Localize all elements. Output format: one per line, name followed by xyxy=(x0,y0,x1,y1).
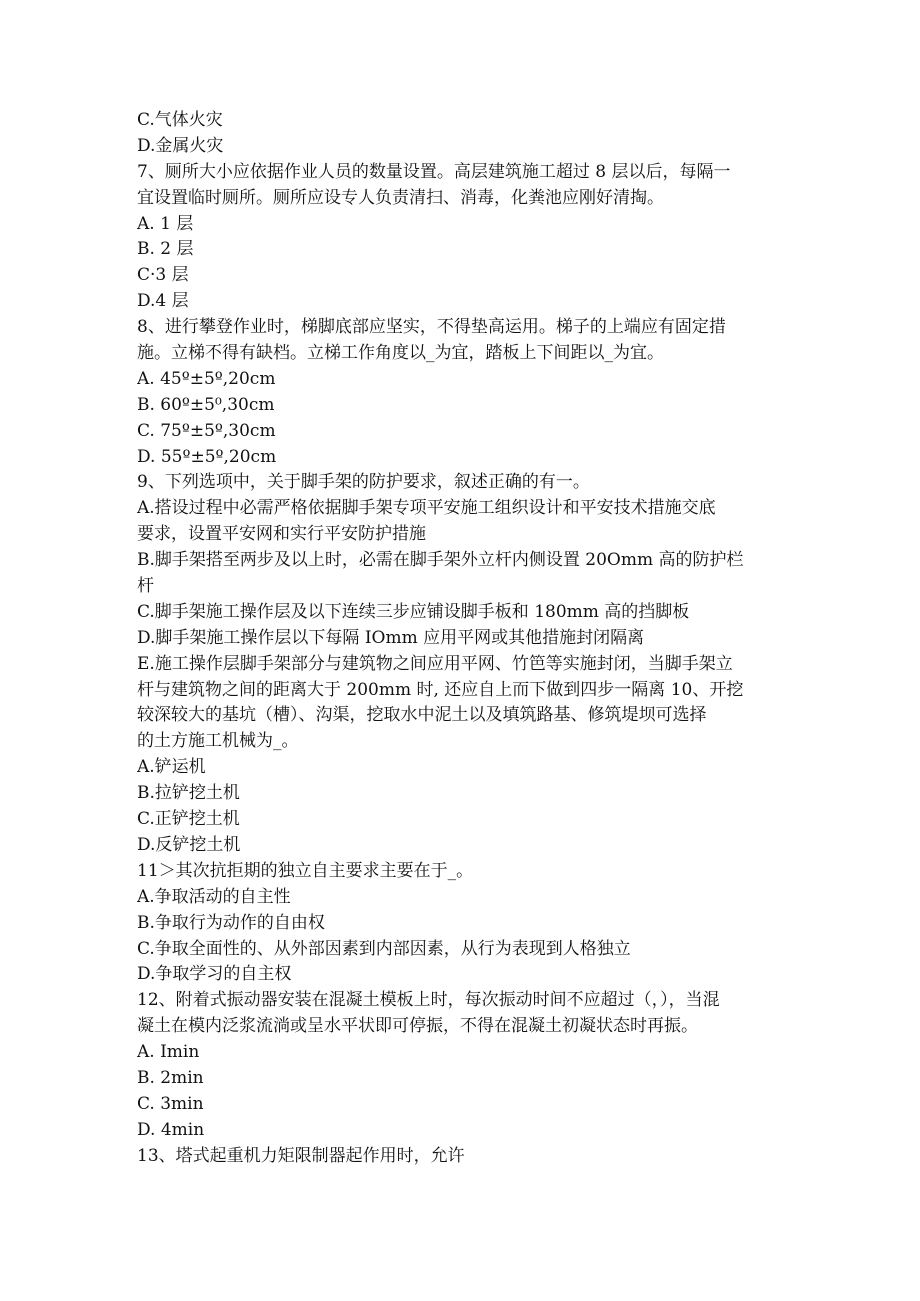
text-line: D.争取学习的自主权 xyxy=(137,964,292,985)
text-line: C.脚手架施工操作层及以下连续三步应铺设脚手板和 180mm 高的挡脚板 xyxy=(137,601,690,622)
text-line: 杆与建筑物之间的距离大于 200mm 时, 还应自上而下做到四步一隔离 10、开挖 xyxy=(137,679,744,700)
text-line: A. Imin xyxy=(137,1042,200,1063)
text-line: 杆 xyxy=(137,576,154,597)
text-line: B. 2 层 xyxy=(137,239,194,260)
text-line: 12、附着式振动器安装在混凝土模板上时，每次振动时间不应超过（，），当混 xyxy=(137,990,720,1011)
text-line: B.脚手架搭至两步及以上时，必需在脚手架外立杆内侧设置 20Omm 高的防护栏 xyxy=(137,550,744,571)
text-line: C. 3min xyxy=(137,1093,204,1114)
text-line: 11＞其次抗拒期的独立自主要求主要在于_。 xyxy=(137,860,474,881)
text-line: D.脚手架施工操作层以下每隔 IOmm 应用平网或其他措施封闭隔离 xyxy=(137,627,645,648)
text-line: 13、塔式起重机力矩限制器起作用时，允许 xyxy=(137,1145,465,1166)
text-line: E.施工操作层脚手架部分与建筑物之间应用平网、竹笆等实施封闭，当脚手架立 xyxy=(137,653,733,674)
text-line: A.争取活动的自主性 xyxy=(137,886,291,907)
text-line: 宜设置临时厕所。厕所应设专人负责清扫、消毒，化粪池应刚好清掏。 xyxy=(137,187,664,208)
text-line: 较深较大的基坑（槽）、沟渠，挖取水中泥土以及填筑路基、修筑堤坝可选择 xyxy=(137,705,707,726)
text-line: 7、厕所大小应依据作业人员的数量设置。高层建筑施工超过 8 层以后，每隔一 xyxy=(137,161,731,182)
text-line: A. 1 层 xyxy=(137,213,194,234)
text-line: 9、下列选项中，关于脚手架的防护要求，叙述正确的有一。 xyxy=(137,472,590,493)
text-line: A.铲运机 xyxy=(137,757,206,778)
text-line: C.气体火灾 xyxy=(137,110,223,130)
text-line: C.争取全面性的、从外部因素到内部因素，从行为表现到人格独立 xyxy=(137,938,631,959)
text-line: 凝土在模内泛浆流淌或呈水平状即可停振，不得在混凝土初凝状态时再振。 xyxy=(137,1016,698,1037)
text-line: C·3 层 xyxy=(137,265,189,286)
text-line: A. 45º±5º,20cm xyxy=(137,368,276,389)
text-line: B.争取行为动作的自由权 xyxy=(137,912,325,933)
document-page xyxy=(137,108,787,1170)
text-line: B. 60º±5⁰,30cm xyxy=(137,394,275,415)
text-line: 的土方施工机械为_。 xyxy=(137,731,299,752)
text-line: D.金属火灾 xyxy=(137,135,224,156)
text-line: D.反铲挖土机 xyxy=(137,834,241,855)
text-line: D. 4min xyxy=(137,1119,205,1140)
text-line: 要求，设置平安网和实行平安防护措施 xyxy=(137,524,426,545)
text-line: 8、进行攀登作业时，梯脚底部应坚实，不得垫高运用。梯子的上端应有固定措 xyxy=(137,317,726,338)
text-line: 施。立梯不得有缺档。立梯工作角度以_为宜，踏板上下间距以_为宜。 xyxy=(137,343,664,364)
text-line: D. 55º±5º,20cm xyxy=(137,446,277,467)
text-line: D.4 层 xyxy=(137,291,189,312)
text-line: B.拉铲挖土机 xyxy=(137,783,240,804)
text-line: C. 75º±5º,30cm xyxy=(137,420,276,441)
text-line: C.正铲挖土机 xyxy=(137,809,240,830)
text-line: A.搭设过程中必需严格依据脚手架专项平安施工组织设计和平安技术措施交底 xyxy=(137,498,716,519)
text-line: B. 2min xyxy=(137,1067,204,1088)
